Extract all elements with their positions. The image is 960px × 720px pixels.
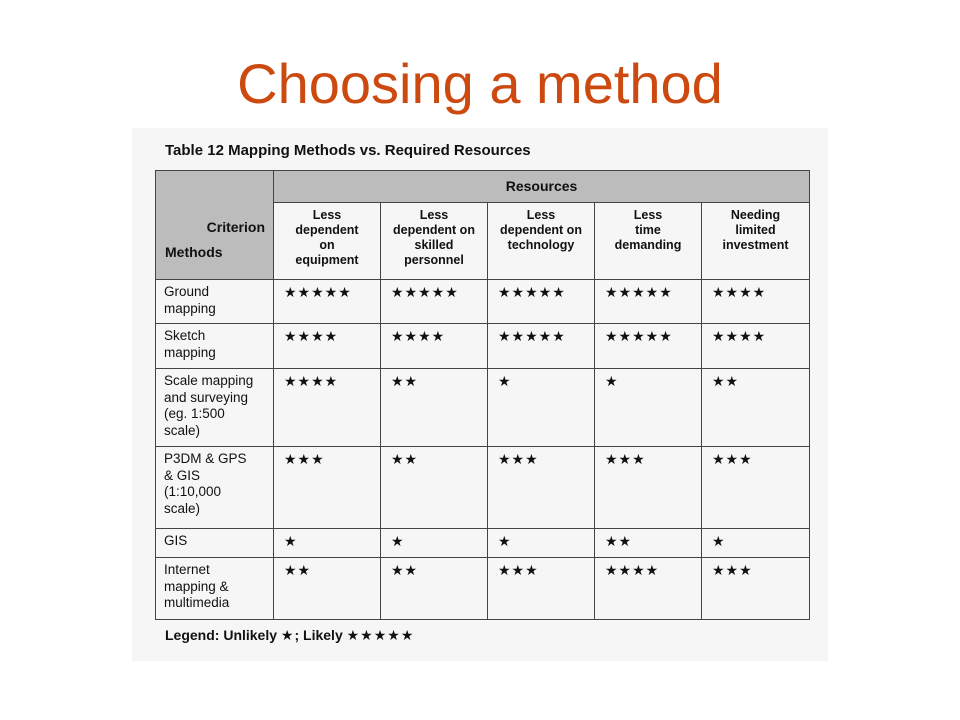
table-caption: Table 12 Mapping Methods vs. Required Resources bbox=[165, 142, 531, 159]
method-cell: GIS bbox=[156, 529, 274, 558]
rating-cell: ★★★★ bbox=[702, 280, 810, 324]
rating-cell: ★★★ bbox=[274, 447, 381, 529]
rating-cell: ★★★ bbox=[595, 447, 702, 529]
rating-cell: ★★★ bbox=[702, 558, 810, 620]
table-row bbox=[156, 447, 810, 529]
rating-cell: ★ bbox=[488, 369, 595, 447]
slide-title: Choosing a method bbox=[237, 52, 723, 115]
rating-cell: ★ bbox=[488, 529, 595, 558]
rating-cell: ★ bbox=[381, 529, 488, 558]
table-legend bbox=[165, 627, 414, 644]
rating-cell: ★★★★★ bbox=[595, 324, 702, 369]
rating-cell: ★★★ bbox=[702, 447, 810, 529]
rating-cell: ★★★★★ bbox=[595, 280, 702, 324]
rating-cell: ★ bbox=[274, 529, 381, 558]
table-scan-image bbox=[132, 128, 828, 661]
rating-cell: ★★ bbox=[381, 558, 488, 620]
criterion-label: Criterion bbox=[206, 219, 265, 235]
column-header-personnel: Less dependent on skilled personnel bbox=[381, 203, 488, 280]
rating-cell: ★★★ bbox=[488, 558, 595, 620]
resources-label: Resources bbox=[505, 178, 578, 194]
table-row bbox=[156, 280, 810, 324]
table-row bbox=[156, 529, 810, 558]
rating-cell: ★★ bbox=[381, 447, 488, 529]
column-header-time: Less time demanding bbox=[595, 203, 702, 280]
legend-likely-stars: ★★★★★ bbox=[346, 628, 415, 644]
column-header-technology: Less dependent on technology bbox=[488, 203, 595, 280]
rating-cell: ★★ bbox=[702, 369, 810, 447]
rating-cell: ★★★★ bbox=[381, 324, 488, 369]
rating-cell: ★★ bbox=[595, 529, 702, 558]
rating-cell: ★★★★★ bbox=[381, 280, 488, 324]
rating-cell: ★★ bbox=[381, 369, 488, 447]
rating-cell: ★★★★★ bbox=[488, 324, 595, 369]
method-cell: Internet mapping & multimedia bbox=[156, 558, 274, 620]
method-cell: Scale mapping and surveying (eg. 1:500 scale) bbox=[156, 369, 274, 447]
column-header-investment: Needing limited investment bbox=[702, 203, 810, 280]
rating-cell: ★★★★★ bbox=[274, 280, 381, 324]
table-row bbox=[156, 558, 810, 620]
methods-label: Methods bbox=[165, 244, 223, 260]
rating-cell: ★ bbox=[702, 529, 810, 558]
rating-cell: ★★★★★ bbox=[488, 280, 595, 324]
resources-header bbox=[274, 171, 810, 203]
legend-prefix: Legend: Unlikely bbox=[165, 627, 281, 643]
rating-cell: ★★★★ bbox=[274, 324, 381, 369]
rating-cell: ★★★★ bbox=[274, 369, 381, 447]
method-cell: Ground mapping bbox=[156, 280, 274, 324]
method-cell: P3DM & GPS & GIS (1:10,000 scale) bbox=[156, 447, 274, 529]
rating-cell: ★★ bbox=[274, 558, 381, 620]
column-header-equipment: Less dependent on equipment bbox=[274, 203, 381, 280]
legend-middle: ; Likely bbox=[294, 627, 347, 643]
rating-cell: ★★★★ bbox=[702, 324, 810, 369]
method-cell: Sketch mapping bbox=[156, 324, 274, 369]
rating-cell: ★ bbox=[595, 369, 702, 447]
resources-table bbox=[155, 170, 810, 620]
legend-unlikely-stars: ★ bbox=[280, 628, 295, 644]
rating-cell: ★★★★ bbox=[595, 558, 702, 620]
header-corner-cell bbox=[156, 171, 274, 280]
table-row bbox=[156, 369, 810, 447]
table-row bbox=[156, 324, 810, 369]
rating-cell: ★★★ bbox=[488, 447, 595, 529]
